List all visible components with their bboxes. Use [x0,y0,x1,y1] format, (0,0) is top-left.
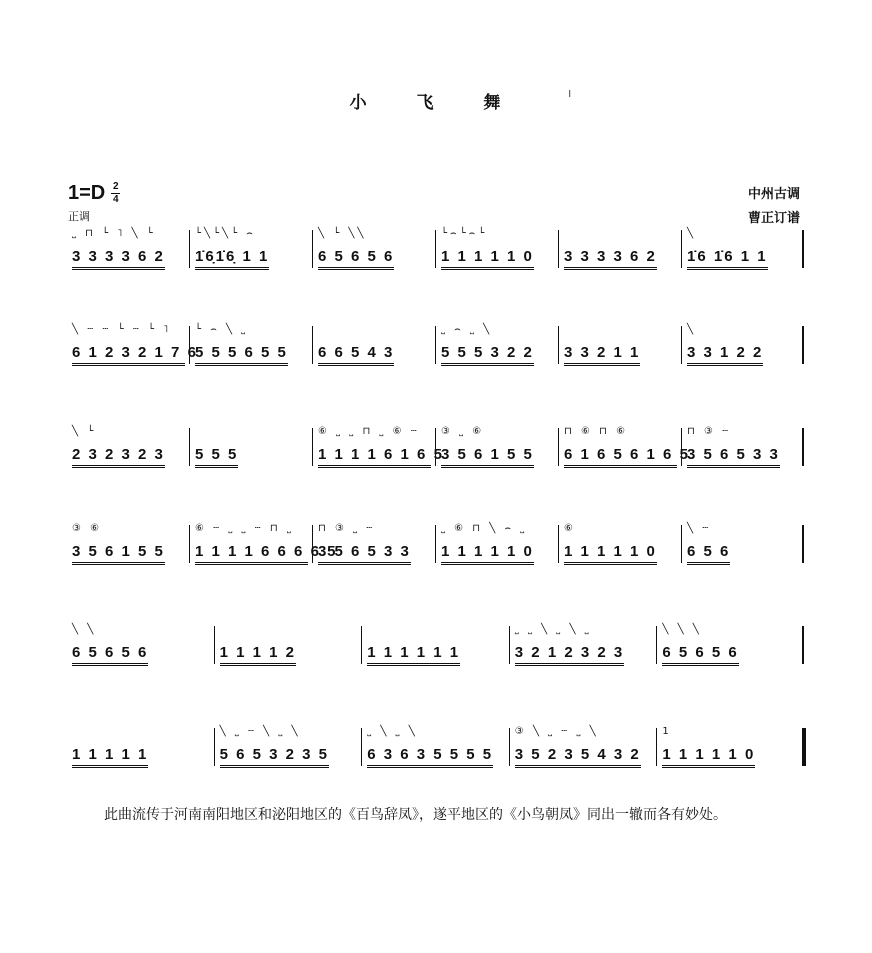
measure-notes: 2 3 2 3 2 3 [72,446,165,468]
score-row [68,521,806,565]
measure-notes: 5 6 5 3 2 3 5 [220,746,329,768]
measure-notes: 3 2 1 2 3 2 3 [515,644,624,666]
fingering-marks: ╲ ˽ ┄ ╲ ˽ ╲ [219,726,301,737]
bar-line [361,626,362,664]
measure-notes: 6 3 6 3 5 5 5 5 [367,746,493,768]
song-title: 小 飞 舞 [349,93,523,113]
measure-notes: 5 5 5 3 2 2 [441,344,534,366]
fingering-marks: ⊓ ③ ┄ [687,426,732,437]
fingering-marks: └ ⌢ ╲ ˽ [195,324,249,335]
fingering-marks: ˽ ⑥ ⊓ ╲ ⌢ ˽ [441,523,528,534]
bar-line [558,326,559,364]
fingering-marks: ⊓ ③ ˽ ┄ [318,523,376,534]
bar-line [312,525,313,563]
measure-notes: 1 1 1 1 6 1 6 5 [318,446,431,468]
row-end-bar-line [802,525,804,563]
measure-notes: 6 6 5 4 3 [318,344,394,366]
bar-line [214,626,215,664]
meter-bottom: 4 [112,194,119,206]
bar-line [189,230,190,268]
annotation-note: 此曲流传于河南南阳地区和泌阳地区的《百鸟辞凤》，遂平地区的《小鸟朝凤》同出一辙而各有妙处。 [104,807,727,823]
measure-notes: 5 5 5 [195,446,238,468]
time-signature [111,182,120,205]
bar-line [435,428,436,466]
bar-line [435,525,436,563]
source-origin: 中州古调 [747,187,800,202]
tuning-label: 正调 [68,210,90,223]
fingering-marks: ╲ └ [72,426,97,437]
key-main: 1=D [68,182,106,204]
fingering-marks: ⑥ [564,523,576,534]
fingering-marks: └⌢└⌢└ [441,228,488,239]
row-end-bar-line [802,230,804,268]
bar-line [558,230,559,268]
score-row [68,424,806,468]
fingering-marks: ③ ╲ ˽ ┄ ˽ ╲ [514,726,599,737]
bar-line [214,728,215,766]
bar-line [189,326,190,364]
key-signature [68,182,120,205]
measure-notes: 3 5 6 1 5 5 [72,543,165,565]
bar-line [312,326,313,364]
measure-notes: 1 1 1 1 1 0 [662,746,755,768]
measure-notes: 3 3 3 3 6 2 [72,248,165,270]
fingering-marks: ╲ ╲ ╲ [662,624,702,635]
fingering-marks: ╲ ┄ [687,523,712,534]
measure-notes: 6 1 2 3 2 1 7 6 [72,344,185,366]
score-row [68,622,806,666]
fingering-marks: ⑥ ┄ ˽ ˽ ┄ ⊓ ˽ [195,523,294,534]
bar-line [656,728,657,766]
measure-notes: 3 3 2 1 1 [564,344,640,366]
fingering-marks: ╲ [687,228,697,239]
fingering-marks: ˽ ⊓ └ ˥ ╲ └ [72,228,156,239]
bar-line [361,728,362,766]
bar-line [558,525,559,563]
measure-notes: 6 5 6 [687,543,730,565]
meter-top: 2 [112,181,119,193]
fingering-marks: ⊓ ⑥ ⊓ ⑥ [564,426,629,437]
measure-notes: 1 1 1 1 1 0 [564,543,657,565]
measure-notes: 1 1 1 1 1 1 [367,644,460,666]
final-bar-line [802,728,806,766]
bar-line [681,326,682,364]
score-row [68,724,806,768]
bar-line [656,626,657,664]
measure-notes: 3 3 1 2 2 [687,344,763,366]
measure-notes: 1 1 1 1 6 6 6 6 5 [195,543,308,565]
fingering-marks: ③ ˽ ⑥ [441,426,485,437]
source-editor: 曹正订谱 [747,211,800,226]
fingering-marks: └╲└╲└ ⌢ [195,228,256,239]
fingering-marks: ˽ ╲ ˽ ╲ [367,726,418,737]
fingering-marks: ˽ ˽ ╲ ˽ ╲ ˽ [514,624,592,635]
bar-line [509,728,510,766]
row-end-bar-line [802,428,804,466]
bar-line [558,428,559,466]
measure-notes: 3 5 2 3 5 4 3 2 [515,746,641,768]
score-row [68,322,806,366]
bar-line [681,428,682,466]
fingering-marks: ╲ ╲ [72,624,97,635]
fingering-marks: ⑥ ˽ ˽ ⊓ ˽ ⑥ ┄ [318,426,420,437]
fingering-marks: 1 [662,726,672,737]
bar-line [681,230,682,268]
stray-mark: ı [568,86,572,100]
measure-notes: 3 5 6 1 5 5 [441,446,534,468]
measure-notes: 3 5 6 5 3 3 [318,543,411,565]
bar-line [681,525,682,563]
measure-notes: 1̇6 1̇6 1 1 [687,248,768,270]
fingering-marks: ╲ └ ╲╲ [318,228,367,239]
fingering-marks: ╲ [687,324,697,335]
bar-line [189,428,190,466]
row-end-bar-line [802,326,804,364]
measure-notes: 6 1 6 5 6 1 6 5 [564,446,677,468]
fingering-marks: ③ ⑥ [72,523,103,534]
measure-notes: 1 1 1 1 1 [72,746,148,768]
measure-notes: 3 5 6 5 3 3 [687,446,780,468]
measure-notes: 5 5 5 6 5 5 [195,344,288,366]
measure-notes: 6 5 6 5 6 [662,644,738,666]
measure-notes: 6 5 6 5 6 [318,248,394,270]
bar-line [435,326,436,364]
measure-notes: 1 1 1 1 1 0 [441,543,534,565]
bar-line [509,626,510,664]
bar-line [312,428,313,466]
fingering-marks: ╲ ┄ ┄ └ ┄ └ ˥ [72,324,172,335]
measure-notes: 1̇6̣1̇6̣ 1 1 [195,248,269,270]
measure-notes: 1 1 1 1 1 0 [441,248,534,270]
score-row [68,226,806,270]
measure-notes: 6 5 6 5 6 [72,644,148,666]
bar-line [189,525,190,563]
fingering-marks: ˽ ⌢ ˽ ╲ [441,324,493,335]
bar-line [312,230,313,268]
row-end-bar-line [802,626,804,664]
measure-notes: 1 1 1 1 2 [220,644,296,666]
bar-line [435,230,436,268]
measure-notes: 3 3 3 3 6 2 [564,248,657,270]
